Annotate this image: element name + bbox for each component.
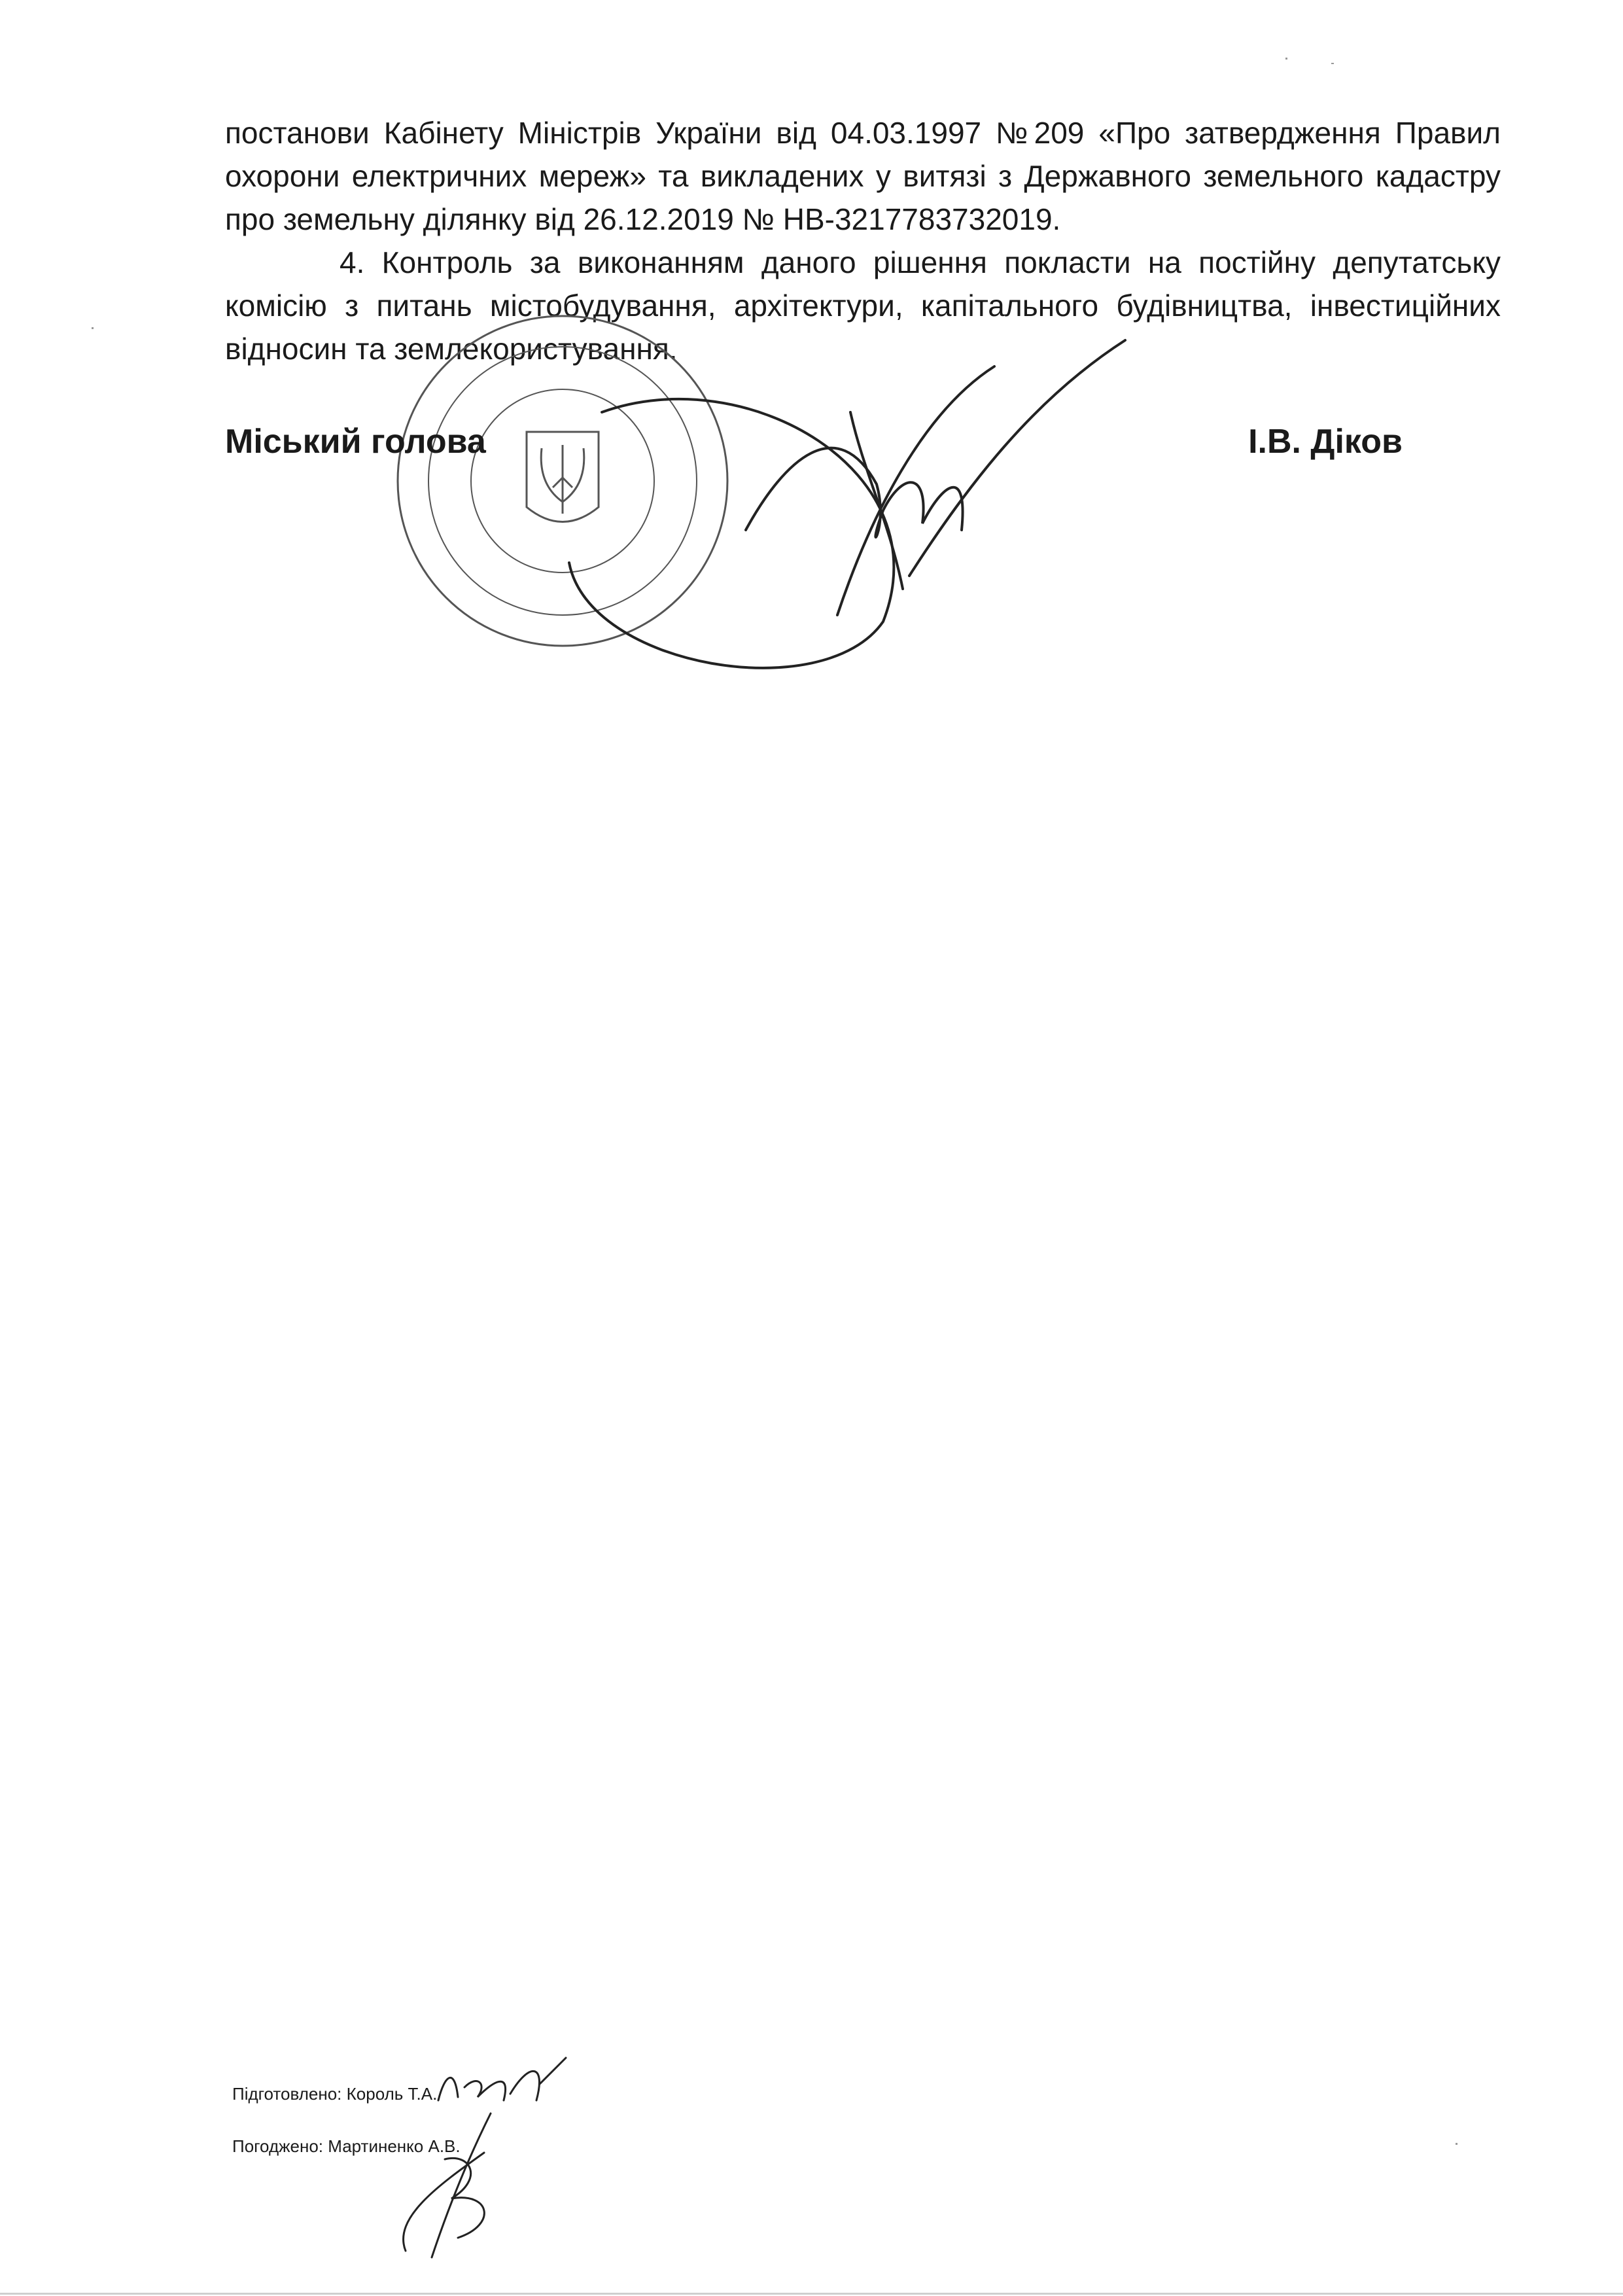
handwritten-signature xyxy=(471,314,1138,680)
paragraph-4: 4. Контроль за виконанням даного рішення покласти на постійну депутатську комісію з питань містобудування, архітектури, капітального будівництва, інвестиційних відносин та землекористування. xyxy=(225,245,1501,366)
scan-mark xyxy=(92,327,94,329)
prepared-by: Підготовлено: Король Т.А. xyxy=(232,2084,438,2104)
bottom-rule xyxy=(0,2293,1623,2295)
paragraph-continuation: постанови Кабінету Міністрів України від 04.03.1997 №209 «Про затвердження Правил охорони електричних мереж» та викладених у витязі з Державного земельного кадастру про земельну ділянку від 26.12.2019 № НВ-3217783732019. xyxy=(225,116,1501,236)
scan-mark xyxy=(1456,2143,1457,2145)
scan-mark xyxy=(1285,58,1287,60)
signatory-position: Міський голова xyxy=(225,423,486,461)
footer xyxy=(232,2068,461,2172)
signatory-name: І.В. Діков xyxy=(1248,423,1403,461)
scan-mark xyxy=(1331,63,1334,64)
agreed-by: Погоджено: Мартиненко А.В. xyxy=(232,2136,461,2156)
